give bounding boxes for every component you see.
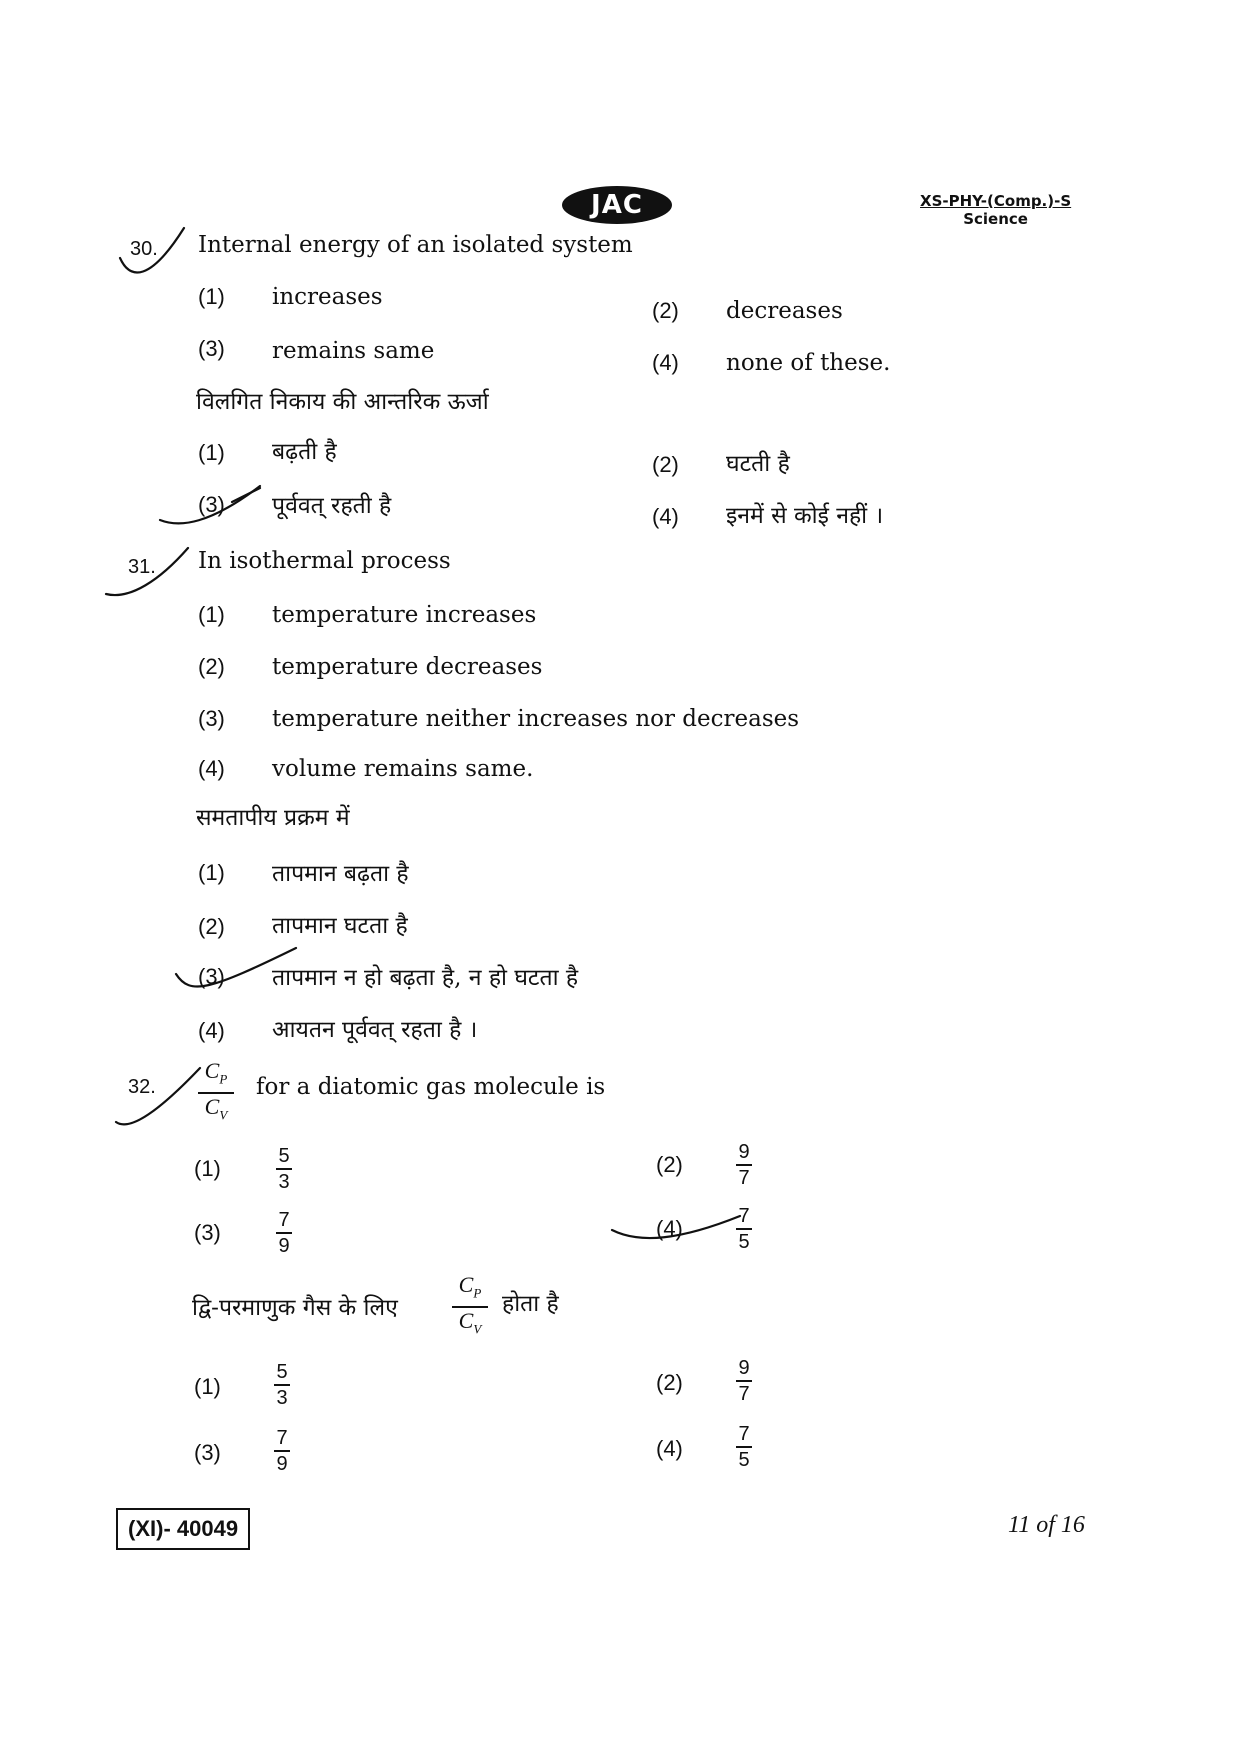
q30-option-4-num: (4) [652, 350, 679, 375]
frac-den: 3 [276, 1387, 288, 1409]
q31-hi-option-1-num: (1) [198, 860, 225, 885]
q30-hi-option-4-text: इनमें से कोई नहीं । [726, 503, 884, 529]
q30-hi-option-3-num: (3) [198, 492, 225, 517]
ratio-num-sub: P [219, 1071, 228, 1087]
q32-option-2-num: (2) [656, 1152, 683, 1177]
q32-hi-option-3-num: (3) [194, 1440, 221, 1465]
ratio-den-sub: V [219, 1107, 228, 1123]
q30-hi-option-1-text: बढ़ती है [272, 439, 337, 465]
frac-den: 9 [278, 1235, 290, 1257]
q31-option-3-num: (3) [198, 706, 225, 731]
frac-num: 7 [738, 1423, 750, 1445]
ratio-num-sub: P [473, 1285, 482, 1301]
q30-hi-option-2-text: घटती है [726, 451, 790, 477]
q30-option-2-num: (2) [652, 298, 679, 323]
question-31-hindi-text: समतापीय प्रक्रम में [196, 805, 350, 831]
subject-label: Science [963, 210, 1028, 228]
ratio-den-sub: V [473, 1321, 482, 1337]
question-32-hindi-before: द्वि-परमाणुक गैस के लिए [192, 1295, 398, 1321]
q30-hi-option-3-text: पूर्ववत् रहती है [272, 493, 392, 519]
frac-num: 7 [738, 1205, 750, 1227]
frac-den: 5 [738, 1231, 750, 1253]
q30-option-4-text: none of these. [726, 350, 891, 376]
frac-den: 5 [738, 1449, 750, 1471]
ratio-den: C [458, 1308, 474, 1334]
ratio-num: C [458, 1272, 474, 1297]
question-31-text: In isothermal process [198, 548, 451, 574]
tick-mark-q30-option3 [160, 486, 260, 523]
q31-option-4-text: volume remains same. [272, 756, 534, 782]
frac-den: 3 [278, 1171, 290, 1193]
frac-den: 9 [276, 1453, 288, 1475]
frac-num: 7 [278, 1209, 290, 1231]
q31-option-2-text: temperature decreases [272, 654, 543, 680]
frac-num: 9 [738, 1141, 750, 1163]
question-32-hindi-after: होता है [502, 1291, 559, 1317]
footer-paper-code: (XI)- 40049 [116, 1508, 250, 1550]
q32-hi-option-4-num: (4) [656, 1436, 683, 1461]
q31-option-3-text: temperature neither increases nor decreases [272, 706, 800, 732]
question-30-number: 30. [130, 238, 158, 260]
frac-den: 7 [738, 1167, 750, 1189]
q31-option-1-num: (1) [198, 602, 225, 627]
strike-mark-q30 [232, 488, 260, 502]
frac-num: 5 [278, 1145, 290, 1167]
tick-mark-q32-option4 [612, 1216, 740, 1238]
tick-mark-q30 [120, 228, 184, 272]
frac-den: 7 [738, 1383, 750, 1405]
q31-hi-option-3-num: (3) [198, 964, 225, 989]
q30-option-2-text: decreases [726, 298, 843, 324]
q31-hi-option-3-text: तापमान न हो बढ़ता है, न हो घटता है [272, 965, 579, 991]
q32-hi-option-2-num: (2) [656, 1370, 683, 1395]
ratio-den: C [204, 1094, 220, 1120]
q31-hi-option-4-num: (4) [198, 1018, 225, 1043]
question-30-text: Internal energy of an isolated system [198, 232, 633, 258]
q32-hi-option-1-num: (1) [194, 1374, 221, 1399]
q32-option-1-num: (1) [194, 1156, 221, 1181]
q31-option-1-text: temperature increases [272, 602, 537, 628]
page-number: 11 of 16 [1008, 1512, 1085, 1538]
q32-option-4-num: (4) [656, 1216, 683, 1241]
q31-hi-option-4-text: आयतन पूर्ववत् रहता है । [272, 1017, 478, 1043]
q31-option-2-num: (2) [198, 654, 225, 679]
q31-hi-option-2-num: (2) [198, 914, 225, 939]
tick-mark-q31 [106, 548, 188, 595]
tick-mark-q32 [116, 1068, 200, 1124]
frac-num: 5 [276, 1361, 288, 1383]
q30-option-3-num: (3) [198, 336, 225, 361]
q32-option-3-num: (3) [194, 1220, 221, 1245]
q30-hi-option-4-num: (4) [652, 504, 679, 529]
q30-option-1-num: (1) [198, 284, 225, 309]
frac-num: 7 [276, 1427, 288, 1449]
logo-text: JAC [591, 190, 643, 220]
tick-mark-q31-option3 [176, 948, 296, 987]
q31-hi-option-2-text: तापमान घटता है [272, 913, 408, 939]
ratio-num: C [204, 1058, 220, 1083]
paper-code: XS-PHY-(Comp.)-S [920, 192, 1072, 210]
q30-hi-option-2-num: (2) [652, 452, 679, 477]
frac-num: 9 [738, 1357, 750, 1379]
question-31-number: 31. [128, 556, 156, 578]
question-32-number: 32. [128, 1076, 156, 1098]
q30-hi-option-1-num: (1) [198, 440, 225, 465]
q31-hi-option-1-text: तापमान बढ़ता है [272, 861, 409, 887]
q31-option-4-num: (4) [198, 756, 225, 781]
question-32-text: for a diatomic gas molecule is [256, 1074, 606, 1100]
question-30-hindi-text: विलगित निकाय की आन्तरिक ऊर्जा [196, 389, 489, 415]
q30-option-3-text: remains same [272, 338, 435, 364]
q30-option-1-text: increases [272, 284, 383, 310]
